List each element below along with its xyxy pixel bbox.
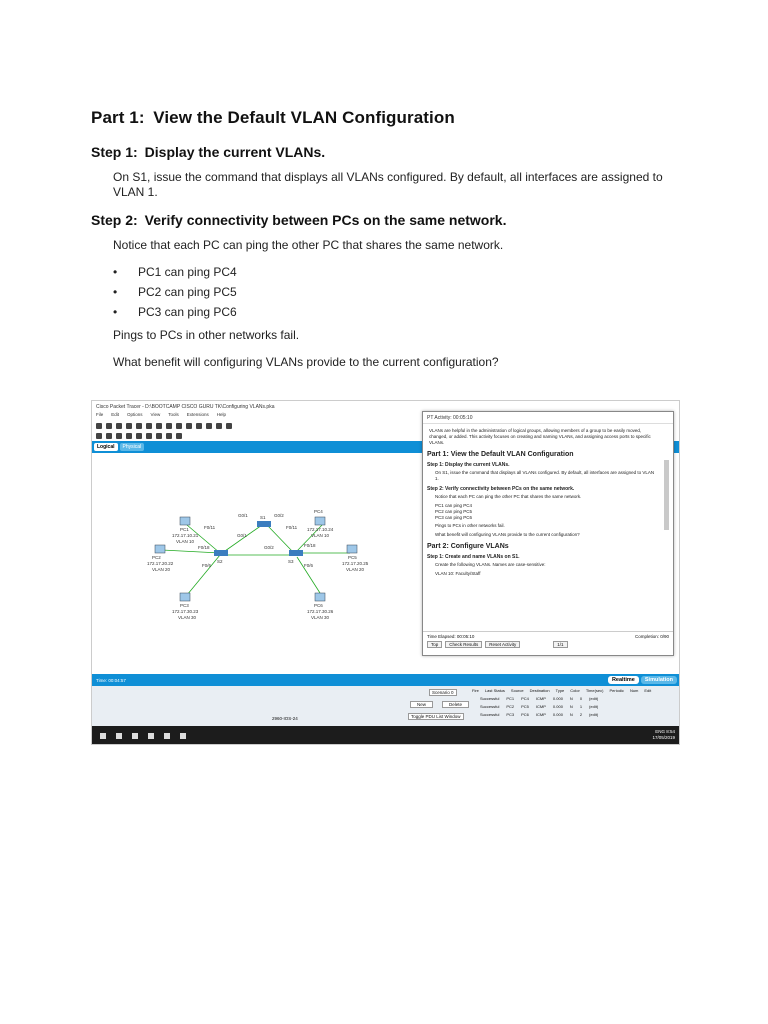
pc2-vlan: VLAN 20 [152, 567, 171, 572]
menu-file[interactable]: File [96, 412, 104, 417]
complex-pdu-icon[interactable] [176, 433, 182, 439]
time-elapsed: Time Elapsed: 00:05:10 [427, 634, 475, 639]
port-f011: F0/11 [204, 525, 216, 530]
link-s2-s1 [225, 525, 262, 551]
task-view-icon[interactable] [132, 733, 138, 739]
pc5-ip: 172.17.20.25 [342, 561, 369, 566]
new-pdu-button[interactable]: New [410, 701, 433, 708]
line-icon[interactable] [146, 433, 152, 439]
clock [652, 729, 675, 741]
pdu-table-header: Fire Last Status Source Destination Type Color Time(sec) Periodic Num Edit [472, 688, 652, 693]
port-f018: F0/18 [198, 545, 210, 550]
pc6-ip: 172.17.30.26 [307, 609, 334, 614]
activity-part2: Part 2: Configure VLANs [427, 543, 509, 550]
s1-label: S1 [260, 515, 266, 520]
step1-title: Step 1: Display the current VLANs. [91, 144, 326, 160]
activity-fail: Pings to PCs in other networks fail. [435, 523, 505, 528]
port-f011b: F0/11 [286, 525, 298, 530]
file-explorer-icon[interactable] [148, 733, 154, 739]
pdu-icon[interactable] [166, 433, 172, 439]
activity-footer [423, 631, 673, 656]
print-icon[interactable] [126, 423, 132, 429]
packet-tracer-icon[interactable] [180, 733, 186, 739]
activity-title: PT Activity: 00:05:10 [423, 412, 673, 424]
shape-icon[interactable] [156, 433, 162, 439]
switch-s2-icon[interactable] [214, 550, 228, 556]
pc3-vlan: VLAN 30 [178, 615, 197, 620]
pc1-name: PC1 [180, 527, 189, 532]
packet-tracer-screenshot [91, 400, 680, 745]
drawing-palette-icon[interactable] [216, 423, 222, 429]
activity-step1: Step 1: Display the current VLANs. [427, 462, 510, 468]
mode-switch [608, 676, 677, 684]
port-g01-a: G0/1 [238, 513, 248, 518]
part-title: Part 1: View the Default VLAN Configuration [91, 108, 455, 127]
new-icon[interactable] [96, 423, 102, 429]
inspect-icon[interactable] [106, 433, 112, 439]
link-pc3-s2 [187, 555, 220, 595]
activity-intro: VLANs are helpful in the administration of logical groups, allowing members of a group to be easily moved, changed, or added. This activity focuses on creating and naming VLANs, and assigning access ports to specific VLANs. [429, 428, 651, 445]
activity-question: What benefit will configuring VLANs provide to the current configuration? [435, 532, 580, 537]
wizard-icon[interactable] [136, 423, 142, 429]
select-icon[interactable] [96, 433, 102, 439]
zoom-reset-icon[interactable] [196, 423, 202, 429]
redo-icon[interactable] [176, 423, 182, 429]
search-icon[interactable] [116, 733, 122, 739]
list-item: • PC2 can ping PC5 [113, 285, 237, 299]
pc2-name: PC2 [152, 555, 161, 560]
pc4-vlan: VLAN 10 [311, 533, 330, 538]
menu-extensions[interactable]: Extensions [186, 412, 209, 417]
port-f018b: F0/18 [304, 543, 316, 548]
activity-p2-text: Create the following VLANs. Names are case-sensitive: [435, 562, 546, 567]
language-indicator: ENG [655, 729, 665, 734]
device-model: 2960-IOS-24 [272, 716, 298, 721]
pc6-vlan: VLAN 30 [311, 615, 330, 620]
table-row[interactable]: Successful PC2 PC5 ICMP 0.000 N 1 (edit) [480, 704, 599, 709]
menu-options[interactable]: Options [127, 412, 143, 417]
pc5-name: PC5 [348, 555, 357, 560]
pc3-icon[interactable] [180, 593, 190, 601]
list-item: • PC1 can ping PC4 [113, 265, 237, 279]
pc4-icon[interactable] [315, 517, 325, 525]
zoom-out-icon[interactable] [206, 423, 212, 429]
reset-activity-button[interactable]: Reset Activity [485, 641, 520, 648]
step2-text: Notice that each PC can ping the other PC that shares the same network. [113, 238, 504, 252]
activity-window[interactable] [422, 411, 674, 656]
switch-s1-icon[interactable] [257, 521, 271, 527]
menu-help[interactable]: Help [216, 412, 227, 417]
menu-tools[interactable]: Tools [168, 412, 179, 417]
pc1-icon[interactable] [180, 517, 190, 525]
activity-bullet: PC2 can ping PC5 [435, 509, 473, 514]
pc4-name: PC4 [314, 509, 323, 514]
activity-bullet: PC3 can ping PC6 [435, 515, 473, 520]
app-title: Cisco Packet Tracer - D:\BOOTCAMP CISCO GURU TK\Configuring VLANs.pka [92, 401, 679, 412]
open-icon[interactable] [106, 423, 112, 429]
pc2-ip: 172.17.20.22 [147, 561, 174, 566]
activity-bullet: PC1 can ping PC4 [435, 503, 473, 508]
note-icon[interactable] [136, 433, 142, 439]
pc6-name: PC6 [314, 603, 323, 608]
activity-step2-text: Notice that each PC can ping the other PC that shares the same network. [435, 494, 582, 499]
zoom-in-icon[interactable] [186, 423, 192, 429]
table-row[interactable]: Successful PC3 PC6 ICMP 0.000 N 2 (edit) [480, 712, 599, 717]
delete-pdu-button[interactable]: Delete [442, 701, 469, 708]
pc1-ip: 172.17.10.21 [172, 533, 199, 538]
activity-scrollbar[interactable] [664, 460, 669, 530]
port-g02-a: G0/2 [274, 513, 284, 518]
question-text: What benefit will configuring VLANs provide to the current configuration? [113, 355, 499, 369]
switch-s3-icon[interactable] [289, 550, 303, 556]
check-results-button[interactable]: Check Results [445, 641, 482, 648]
page-indicator: 1/1 [553, 641, 567, 648]
pc1-vlan: VLAN 10 [176, 539, 195, 544]
simulation-button[interactable]: Simulation [641, 676, 677, 684]
pc2-icon[interactable] [155, 545, 165, 553]
s3-label: S3 [288, 559, 294, 564]
delete-icon[interactable] [116, 433, 122, 439]
pc3-ip: 172.17.30.23 [172, 609, 199, 614]
copy-icon[interactable] [146, 423, 152, 429]
activity-part1: Part 1: View the Default VLAN Configuration [427, 451, 574, 458]
pc4-ip: 172.17.10.24 [307, 527, 334, 532]
resize-icon[interactable] [126, 433, 132, 439]
pdu-table [480, 695, 598, 719]
device-panel [92, 686, 680, 726]
step1-text: On S1, issue the command that displays all VLANs configured. By default, all interfaces are assigned to VLAN 1. [113, 170, 663, 199]
port-g01-b: G0/1 [237, 533, 247, 538]
activity-p2-step1: Step 1: Create and name VLANs on S1. [427, 554, 520, 560]
clock-time: 8:54 [666, 729, 675, 734]
document-body [91, 108, 691, 382]
toggle-pdu-list-button[interactable]: Toggle PDU List Window [408, 713, 464, 720]
network-topology [92, 465, 422, 673]
windows-taskbar [92, 726, 680, 745]
activity-step1-text: On S1, issue the command that displays all VLANs configured. By default, all interfaces are assigned to VLAN 1. [435, 470, 655, 481]
activity-instructions [427, 426, 659, 631]
paste-icon[interactable] [156, 423, 162, 429]
top-checkbox[interactable]: Top [427, 641, 442, 648]
menu-view[interactable]: View [150, 412, 161, 417]
pc6-icon[interactable] [315, 593, 325, 601]
undo-icon[interactable] [166, 423, 172, 429]
realtime-button[interactable]: Realtime [608, 676, 639, 684]
list-item: • PC3 can ping PC6 [113, 305, 237, 319]
completion: Completion: 0/90 [634, 634, 669, 639]
custom-device-icon[interactable] [226, 423, 232, 429]
table-row[interactable]: Successful PC1 PC4 ICMP 0.000 N 0 (edit) [480, 696, 599, 701]
s2-label: S2 [217, 559, 223, 564]
step2-title: Step 2: Verify connectivity between PCs on the same network. [91, 212, 507, 228]
windows-start-icon[interactable] [100, 733, 106, 739]
clock-date: 17/05/2019 [652, 735, 675, 740]
simulation-bar [92, 674, 680, 686]
chrome-icon[interactable] [164, 733, 170, 739]
tab-logical[interactable]: Logical [94, 443, 118, 451]
pc5-vlan: VLAN 20 [346, 567, 365, 572]
port-g02-b: G0/2 [264, 545, 274, 550]
pc3-name: PC3 [180, 603, 189, 608]
save-icon[interactable] [116, 423, 122, 429]
port-f06: F0/6 [202, 563, 212, 568]
tab-physical[interactable]: Physical [120, 443, 145, 451]
port-f06b: F0/6 [304, 563, 314, 568]
activity-step2: Step 2: Verify connectivity between PCs on the same network. [427, 486, 575, 492]
activity-p2-bullet: VLAN 10: Faculty/Staff [435, 571, 481, 576]
menu-edit[interactable]: Edit [111, 412, 120, 417]
fail-text: Pings to PCs in other networks fail. [113, 328, 300, 342]
pc5-icon[interactable] [347, 545, 357, 553]
time-label: Time: 00:04:57 [96, 677, 126, 683]
scenario-select[interactable]: Scenario 0 [429, 689, 457, 696]
link-pc2-s2 [162, 550, 220, 553]
bullet-list [113, 265, 691, 320]
